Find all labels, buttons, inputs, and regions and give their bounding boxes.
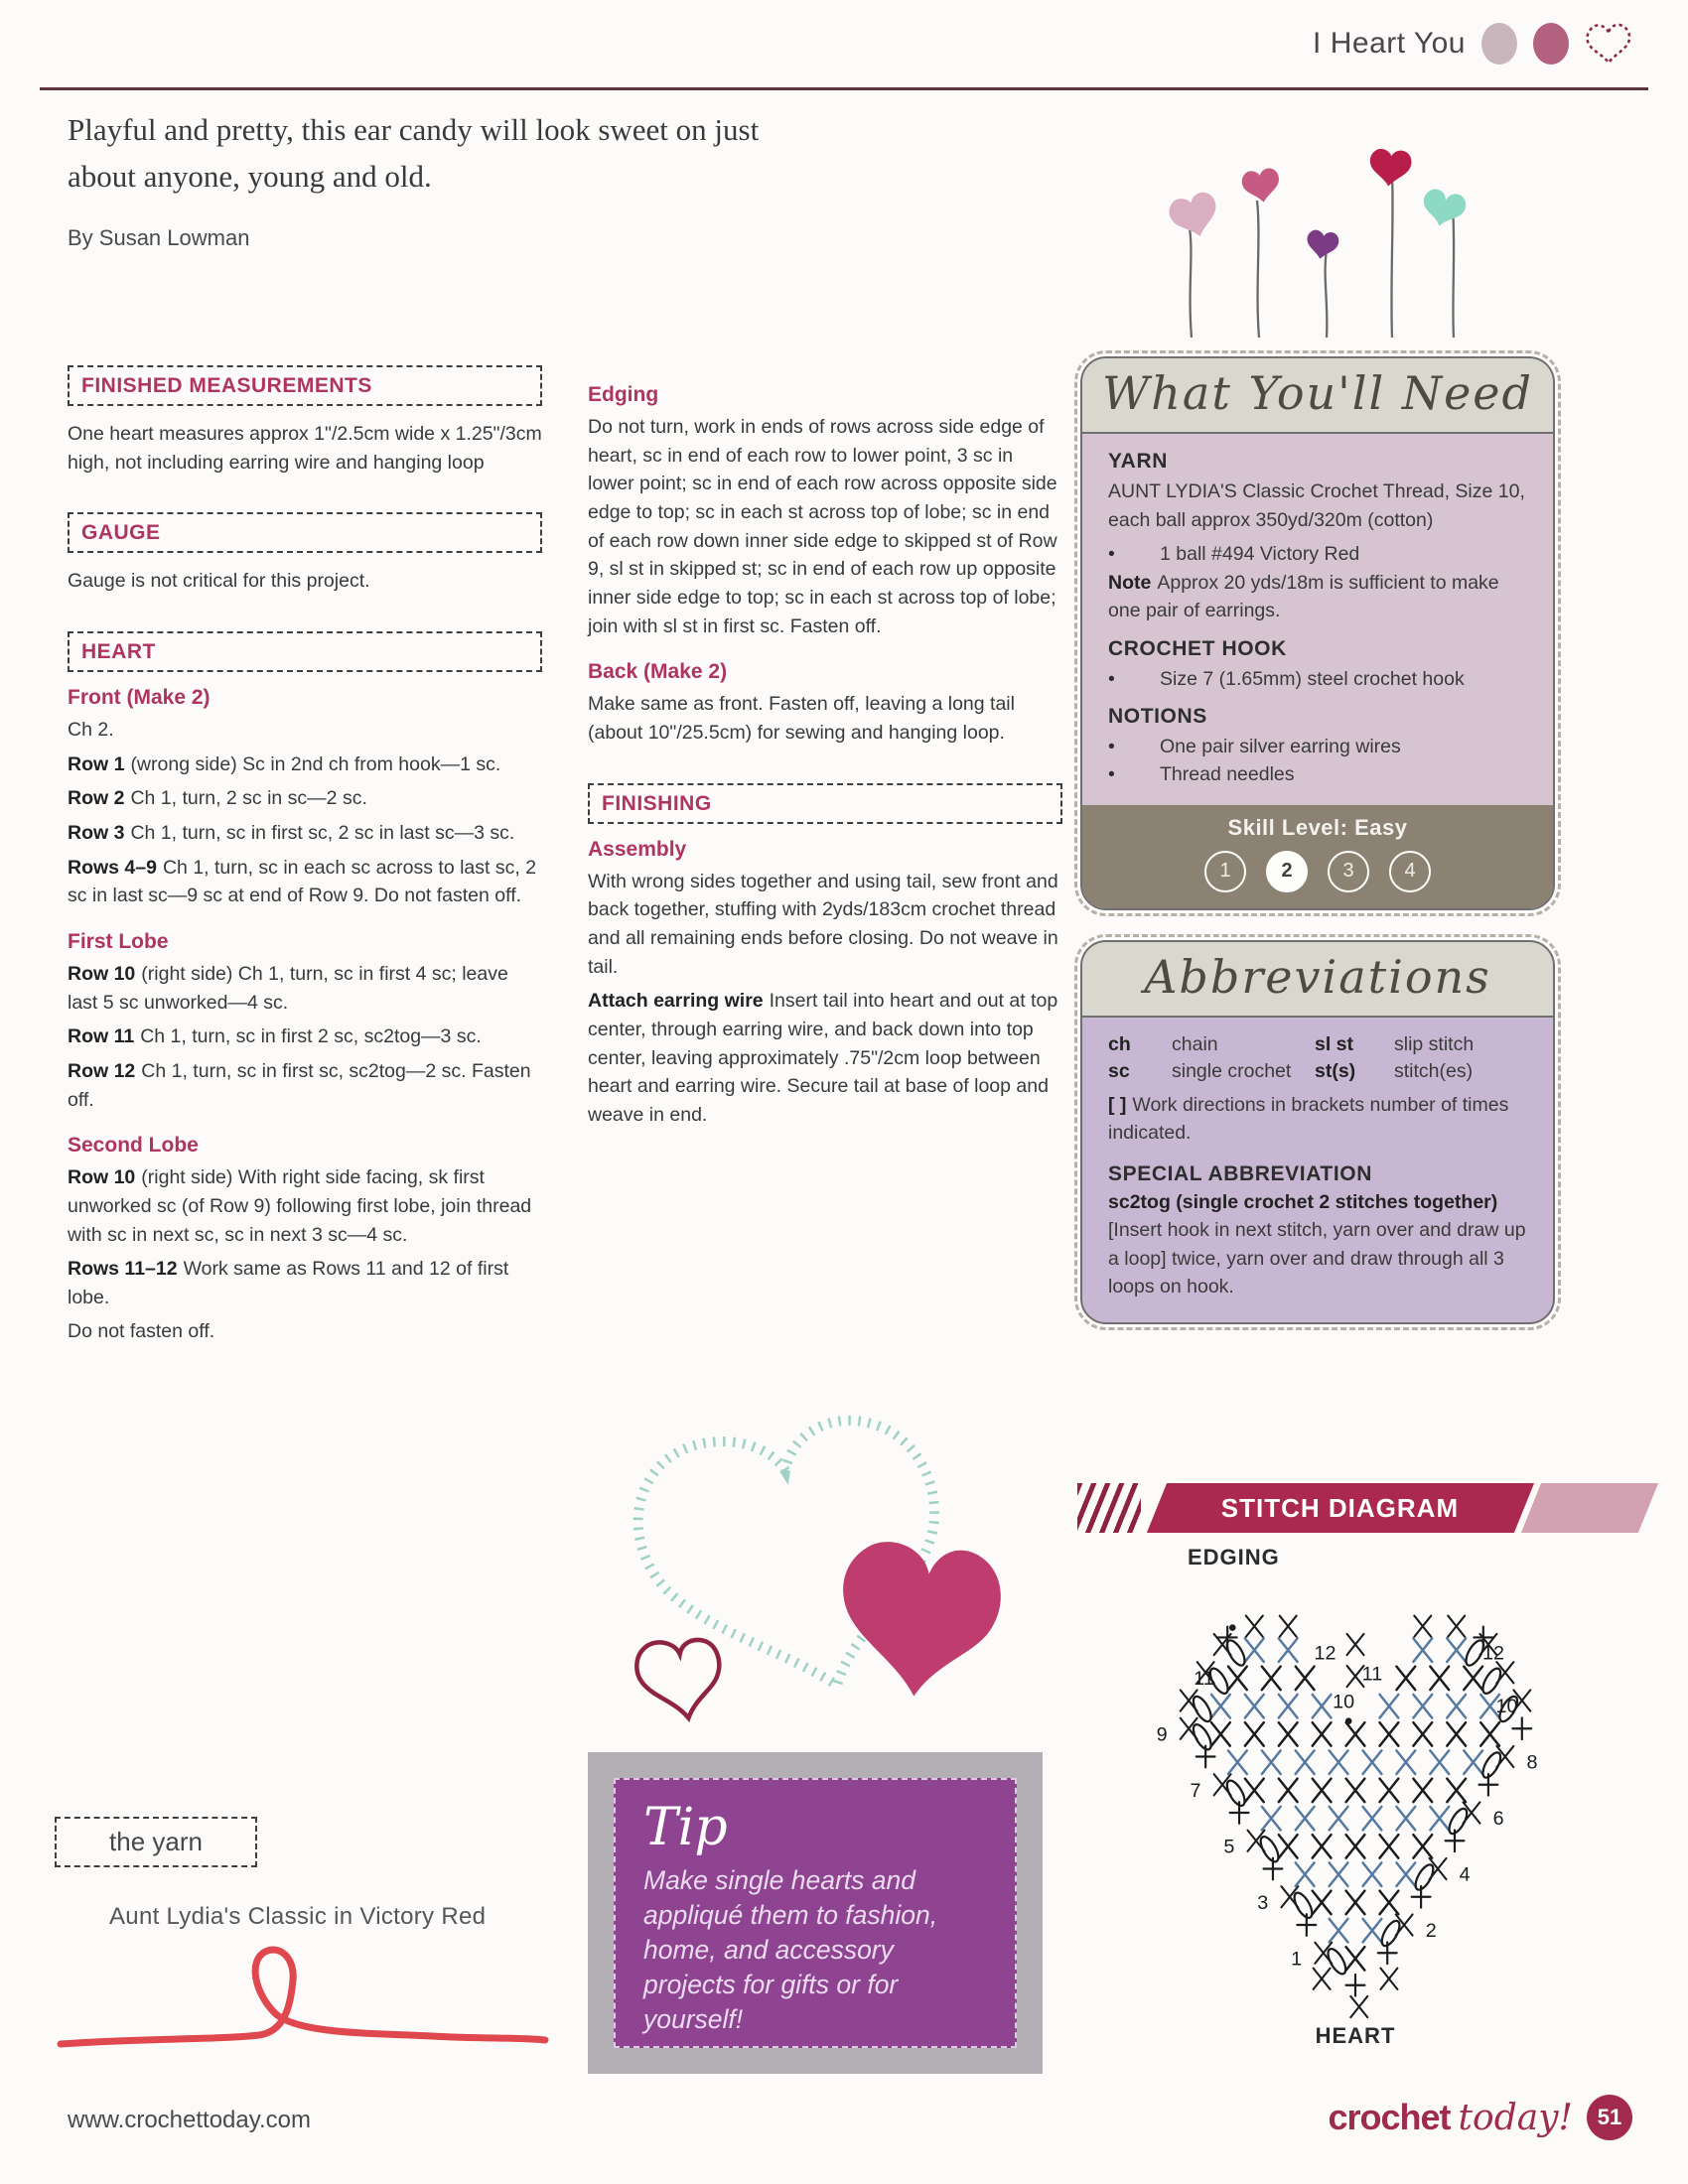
assembly-body: With wrong sides together and using tail, sew front and back together, stuffing with 2yds/183cm crochet thread and all remaining ends before closing. Do not weave in tail. [588, 870, 1058, 978]
svg-text:8: 8 [1526, 1751, 1538, 1774]
svg-text:3: 3 [1257, 1892, 1269, 1914]
front-intro: Ch 2. [68, 718, 114, 741]
abbreviations-box [1080, 940, 1555, 1325]
finished-measurements-body: One heart measures approx 1"/2.5cm wide x 1.25"/3cm high, not including earring wire and hanging loop [68, 423, 542, 474]
stitch-diagram-banner [1077, 1483, 1648, 1533]
pattern-row: Row 10 (right side) Ch 1, turn, sc in first 4 sc; leave last 5 sc unworked—4 sc. [68, 962, 508, 1014]
intro-block [68, 107, 802, 251]
right-column [1080, 139, 1555, 1324]
page-header [1313, 22, 1632, 66]
edging-body: Do not turn, work in ends of rows across side edge of heart, sc in end of each row to lower point, 3 sc in lower point; sc in end of each row across opposite side edge to top; sc in each st across top of lobe; sc in end of each row down inner side edge to skipped st of Row 9, sl st in skipped st; sc in end of each row up opposite inner side edge to top; sc in each st across top of lobe; join with sl st in first sc. Fasten off. [588, 416, 1057, 637]
pink-heart-icon [1166, 190, 1222, 242]
hook-bullet: • Size 7 (1.65mm) steel crochet hook [1108, 665, 1527, 693]
tip-text: Make single hearts and appliqué them to fashion, home, and accessory projects for gifts or for yourself! [643, 1865, 938, 2034]
edging-label: EDGING [1188, 1545, 1280, 1570]
heart-label: HEART [1315, 2023, 1396, 2048]
front-subhead: Front (Make 2) [68, 685, 211, 709]
section-heart: HEART [68, 631, 542, 672]
pattern-row: Row 11 Ch 1, turn, sc in first 2 sc, sc2tog—3 sc. [68, 1025, 482, 1048]
heart-flowers-illustration [1080, 139, 1537, 338]
yarn-desc: AUNT LYDIA'S Classic Crochet Thread, Size 10, each ball approx 350yd/320m (cotton) [1108, 480, 1525, 531]
skill-level-2-active: 2 [1266, 851, 1308, 892]
pattern-row: Row 12 Ch 1, turn, sc in first sc, sc2tog—2 sc. Fasten off. [68, 1059, 531, 1111]
middle-column [588, 379, 1062, 1135]
abbreviations-grid: ch chain sl st slip stitch sc single crochet st(s) stitch(es) [1108, 1032, 1475, 1082]
gauge-body: Gauge is not critical for this project. [68, 570, 370, 593]
dashed-heart-icon [1585, 22, 1632, 66]
svg-text:1: 1 [1291, 1948, 1303, 1971]
bullet-icon: • [1108, 667, 1115, 690]
skill-level-1: 1 [1204, 851, 1246, 892]
tip-box [588, 1752, 1043, 2074]
edging-subhead: Edging [588, 383, 659, 406]
section-finishing: FINISHING [588, 783, 1062, 824]
byline: By Susan Lowman [68, 225, 250, 250]
intro-text: Playful and pretty, this ear candy will look sweet on just about anyone, young and old. [68, 112, 760, 194]
dot-ornament-icon [1481, 23, 1517, 65]
hook-heading: CROCHET HOOK [1108, 636, 1287, 660]
skill-level-3: 3 [1328, 851, 1369, 892]
first-lobe-subhead: First Lobe [68, 929, 169, 953]
skill-level-band [1082, 805, 1553, 908]
the-yarn-section [55, 1817, 551, 2071]
svg-text:12: 12 [1314, 1642, 1336, 1665]
skill-level-circles [1082, 851, 1553, 892]
notions-heading: NOTIONS [1108, 705, 1207, 729]
pattern-row: Rows 11–12 Work same as Rows 11 and 12 of first lobe. [68, 1258, 509, 1308]
svg-text:5: 5 [1223, 1836, 1235, 1858]
banner-stripes-icon [1077, 1483, 1141, 1533]
pattern-row: Row 2 Ch 1, turn, 2 sc in sc—2 sc. [68, 787, 367, 810]
what-youll-need-title: What You'll Need [1102, 366, 1533, 420]
tip-box-inner [614, 1778, 1017, 2048]
outline-heart-icon [634, 1636, 725, 1722]
pattern-row: Row 3 Ch 1, turn, sc in first sc, 2 sc in last sc—3 sc. [68, 821, 515, 844]
yarn-caption: Aunt Lydia's Classic in Victory Red [109, 1903, 487, 1930]
crimson-heart-icon [1367, 147, 1412, 188]
header-rule [40, 87, 1648, 90]
svg-text:12: 12 [1481, 1642, 1504, 1665]
skill-level-4: 4 [1389, 851, 1431, 892]
assembly-subhead: Assembly [588, 837, 687, 861]
purple-heart-icon [1304, 228, 1339, 261]
pattern-row: Row 1 (wrong side) Sc in 2nd ch from hook—1 sc. [68, 752, 501, 775]
what-youll-need-header [1082, 358, 1553, 434]
svg-text:9: 9 [1156, 1723, 1168, 1746]
stitch-diagram [1120, 1545, 1591, 2049]
pattern-row: Rows 4–9 Ch 1, turn, sc in each sc across to last sc, 2 sc in last sc—9 sc at end of Row 9. Do not fasten off. [68, 856, 537, 907]
svg-text:10: 10 [1495, 1696, 1518, 1718]
footer-logo [1329, 2095, 1633, 2140]
skill-level-label: Skill Level: Easy [1227, 814, 1408, 840]
yarn-note: Note Approx 20 yds/18m is sufficient to make one pair of earrings. [1108, 571, 1499, 622]
tip-title: Tip [643, 1798, 728, 1857]
attach-earring-wire: Attach earring wire Insert tail into heart and out at top center, through earring wire, and back down into top center, leaving approximately .75"/2cm loop between heart and earring wire. Secure tail at base of loop and weave in end. [588, 990, 1058, 1126]
footer-url: www.crochettoday.com [68, 2107, 311, 2133]
svg-text:11: 11 [1194, 1668, 1214, 1690]
yarn-bullet: • 1 ball #494 Victory Red [1108, 540, 1527, 568]
section-gauge: GAUGE [68, 512, 542, 553]
logo-today: today! [1458, 2097, 1573, 2138]
special-abbreviation-heading: SPECIAL ABBREVIATION [1108, 1162, 1372, 1186]
svg-text:2: 2 [1425, 1920, 1437, 1943]
solid-heart-icon [829, 1535, 1007, 1706]
banner-tail [1521, 1483, 1658, 1533]
svg-text:11: 11 [1361, 1663, 1383, 1686]
svg-text:4: 4 [1459, 1863, 1471, 1886]
the-yarn-heading: the yarn [55, 1817, 257, 1867]
back-body: Make same as front. Fasten off, leaving a long tail (about 10"/25.5cm) for sewing and hanging loop. [588, 693, 1015, 744]
section-finished-measurements: FINISHED MEASUREMENTS [68, 365, 542, 406]
banner-title-bar: STITCH DIAGRAM [1147, 1483, 1534, 1533]
special-abbreviation-text: sc2tog (single crochet 2 stitches together)[Insert hook in next stitch, yarn over and draw up a loop] twice, yarn over and draw through all 3 loops on hook. [1108, 1191, 1526, 1298]
brackets-note: [ ] Work directions in brackets number of times indicated. [1108, 1093, 1509, 1144]
pattern-row: Row 10 (right side) With right side facing, sk first unworked sc (of Row 9) following first lobe, join thread with sc in next sc, sc in next 3 sc—4 sc. [68, 1166, 532, 1246]
hearts-illustration [594, 1392, 1023, 1745]
svg-text:6: 6 [1492, 1808, 1504, 1831]
notions-bullet: • Thread needles [1108, 760, 1527, 788]
svg-text:7: 7 [1190, 1780, 1201, 1802]
logo-crochet: crochet [1328, 2097, 1451, 2137]
dot-ornament-icon [1533, 23, 1569, 65]
what-youll-need-box [1080, 356, 1555, 910]
bullet-icon: • [1108, 736, 1115, 758]
article-title: I Heart You [1313, 27, 1466, 60]
rose-heart-icon [1240, 167, 1282, 205]
yarn-heading: YARN [1108, 450, 1168, 473]
abbreviations-body [1082, 1018, 1553, 1323]
stitch-diagram-chart [1120, 1572, 1591, 2021]
svg-text:10: 10 [1333, 1691, 1355, 1713]
mint-heart-icon [1419, 187, 1469, 231]
what-youll-need-body [1082, 434, 1553, 789]
back-subhead: Back (Make 2) [588, 660, 728, 684]
second-lobe-footnote: Do not fasten off. [68, 1320, 215, 1343]
notions-bullet: • One pair silver earring wires [1108, 733, 1527, 760]
left-column [68, 365, 542, 1352]
abbreviations-title: Abbreviations [1144, 949, 1491, 1004]
bullet-icon: • [1108, 543, 1115, 566]
bullet-icon: • [1108, 763, 1115, 786]
second-lobe-subhead: Second Lobe [68, 1134, 199, 1158]
page-number-badge: 51 [1587, 2095, 1632, 2140]
abbreviations-header [1082, 942, 1553, 1018]
yarn-loop-illustration [55, 1937, 551, 2066]
